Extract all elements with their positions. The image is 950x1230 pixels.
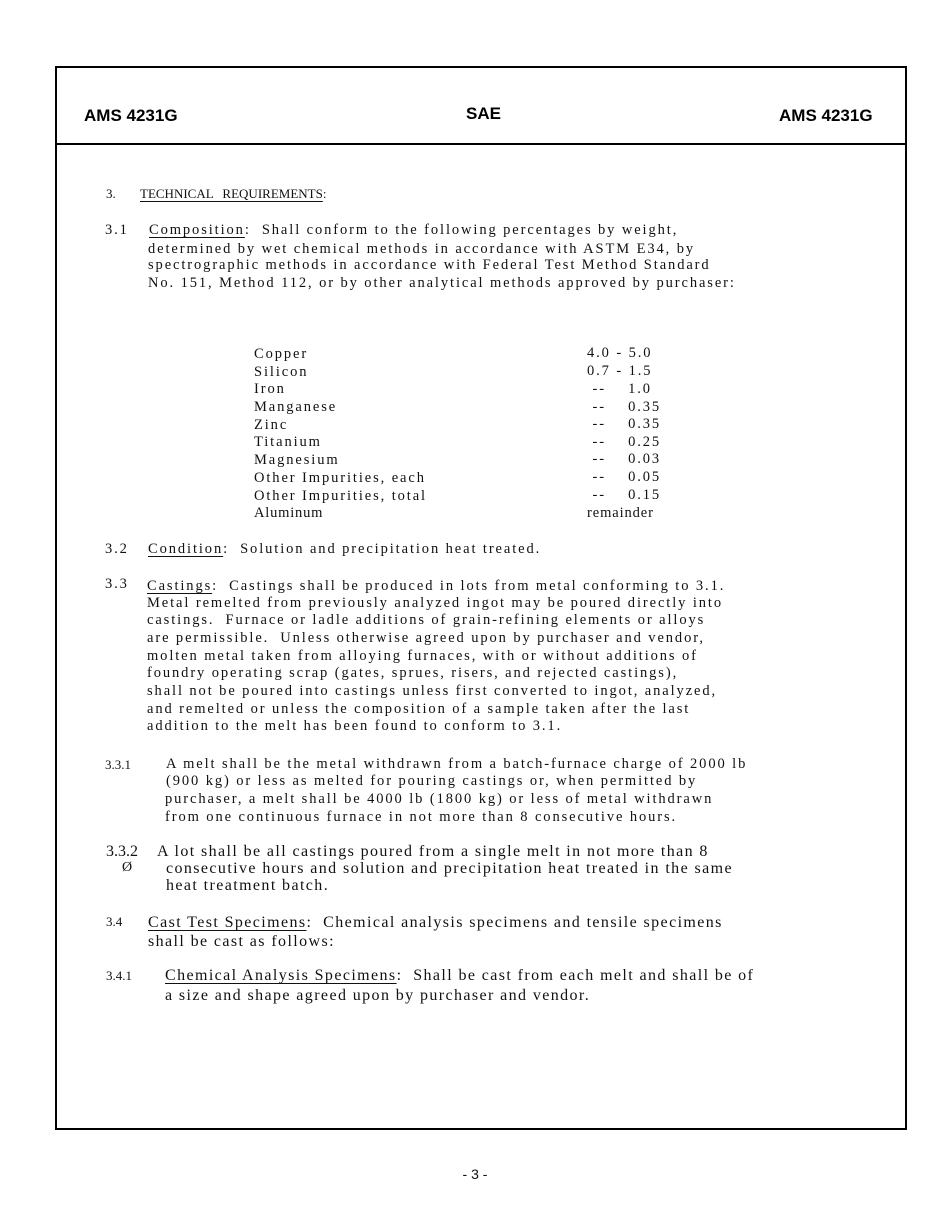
section-heading	[140, 186, 326, 202]
element-range: -- 1.0	[587, 381, 652, 397]
clause-text-line: from one continuous furnace in not more than 8 consecutive hours.	[165, 809, 678, 825]
clause-text-line: a size and shape agreed upon by purchaser and vendor.	[165, 987, 591, 1004]
clause-text-line: shall not be poured into castings unless first converted to ingot, analyzed,	[147, 683, 718, 699]
clause-number: 3.1	[105, 222, 129, 238]
element-range: 4.0 - 5.0	[587, 345, 653, 361]
header-divider	[55, 143, 907, 145]
clause-text-line: spectrographic methods in accordance with Federal Test Method Standard	[148, 257, 711, 273]
clause-text-line: (900 kg) or less as melted for pouring castings or, when permitted by	[166, 773, 698, 789]
element-range: -- 0.35	[587, 416, 662, 432]
clause-number: 3.4	[106, 914, 123, 929]
element-name: Copper	[254, 346, 309, 362]
element-name: Zinc	[254, 417, 289, 433]
clause-text-line: Metal remelted from previously analyzed ingot may be poured directly into	[147, 595, 723, 611]
clause-text-line: molten metal taken from alloying furnaces, with or without additions of	[147, 648, 698, 664]
clause-text-line: are permissible. Unless otherwise agreed upon by purchaser and vendor,	[147, 630, 705, 646]
element-name: Titanium	[254, 434, 322, 450]
section-heading-colon: :	[322, 186, 327, 201]
clause-number: 3.2	[105, 541, 129, 557]
clause-text-line	[148, 541, 541, 558]
clause-title: Condition	[148, 541, 224, 557]
clause-text: : Chemical analysis specimens and tensile specimens	[306, 914, 723, 931]
clause-text-line	[147, 578, 725, 595]
clause-text: : Solution and precipitation heat treated.	[223, 541, 542, 557]
clause-text-line: consecutive hours and solution and precipitation heat treated in the same	[166, 860, 733, 877]
element-range: -- 0.05	[587, 469, 662, 485]
clause-text: : Shall be cast from each melt and shall be of	[396, 967, 755, 984]
doc-id-left: AMS 4231G	[84, 106, 178, 125]
clause-text-line: castings. Furnace or ladle additions of grain-refining elements or alloys	[147, 612, 706, 628]
clause-text-line: shall be cast as follows:	[148, 933, 335, 950]
element-range: 0.7 - 1.5	[587, 363, 653, 379]
element-name: Manganese	[254, 399, 338, 415]
element-range: remainder	[587, 505, 654, 521]
page-number: - 3 -	[462, 1166, 488, 1182]
element-name: Other Impurities, total	[254, 488, 427, 504]
clause-text-line: and remelted or unless the composition of a sample taken after the last	[147, 701, 691, 717]
clause-text-line	[148, 914, 723, 932]
clause-text-line: A melt shall be the metal withdrawn from a batch-furnace charge of 2000 lb	[166, 756, 748, 772]
element-range: -- 0.03	[587, 451, 662, 467]
clause-text-line	[165, 967, 754, 985]
clause-title: Cast Test Specimens	[148, 914, 307, 931]
clause-text-line	[149, 222, 678, 239]
clause-text-line: addition to the melt has been found to conform to 3.1.	[147, 718, 563, 734]
clause-text-line: foundry operating scrap (gates, sprues, risers, and rejected castings),	[147, 665, 679, 681]
element-range: -- 0.25	[587, 434, 662, 450]
clause-number: 3.3.2	[106, 843, 138, 860]
clause-text: : Shall conform to the following percentages by weight,	[244, 222, 679, 238]
element-name: Iron	[254, 381, 286, 397]
clause-text-line: A lot shall be all castings poured from a single melt in not more than 8	[157, 843, 709, 860]
clause-title: Castings	[147, 578, 213, 594]
element-name: Aluminum	[254, 505, 324, 521]
clause-text: : Castings shall be produced in lots from metal conforming to 3.1.	[212, 578, 726, 594]
clause-number: 3.3.1	[105, 757, 131, 772]
clause-text-line: determined by wet chemical methods in accordance with ASTM E34, by	[148, 241, 695, 257]
publisher-name: SAE	[466, 104, 501, 123]
clause-title: Composition	[149, 222, 245, 238]
element-range: -- 0.15	[587, 487, 662, 503]
clause-title: Chemical Analysis Specimens	[165, 967, 397, 984]
clause-text-line: purchaser, a melt shall be 4000 lb (1800 kg) or less of metal withdrawn	[165, 791, 714, 807]
revision-mark: Ø	[122, 860, 133, 875]
section-heading-title: TECHNICAL REQUIREMENTS	[140, 186, 323, 201]
element-name: Silicon	[254, 364, 309, 380]
section-number: 3.	[106, 186, 116, 201]
element-name: Magnesium	[254, 452, 340, 468]
clause-text-line: heat treatment batch.	[166, 877, 330, 894]
doc-id-right: AMS 4231G	[779, 106, 873, 125]
clause-text-line: No. 151, Method 112, or by other analytical methods approved by purchaser:	[148, 275, 736, 291]
element-name: Other Impurities, each	[254, 470, 426, 486]
clause-number: 3.4.1	[106, 968, 132, 983]
element-range: -- 0.35	[587, 399, 662, 415]
clause-number: 3.3	[105, 576, 129, 592]
